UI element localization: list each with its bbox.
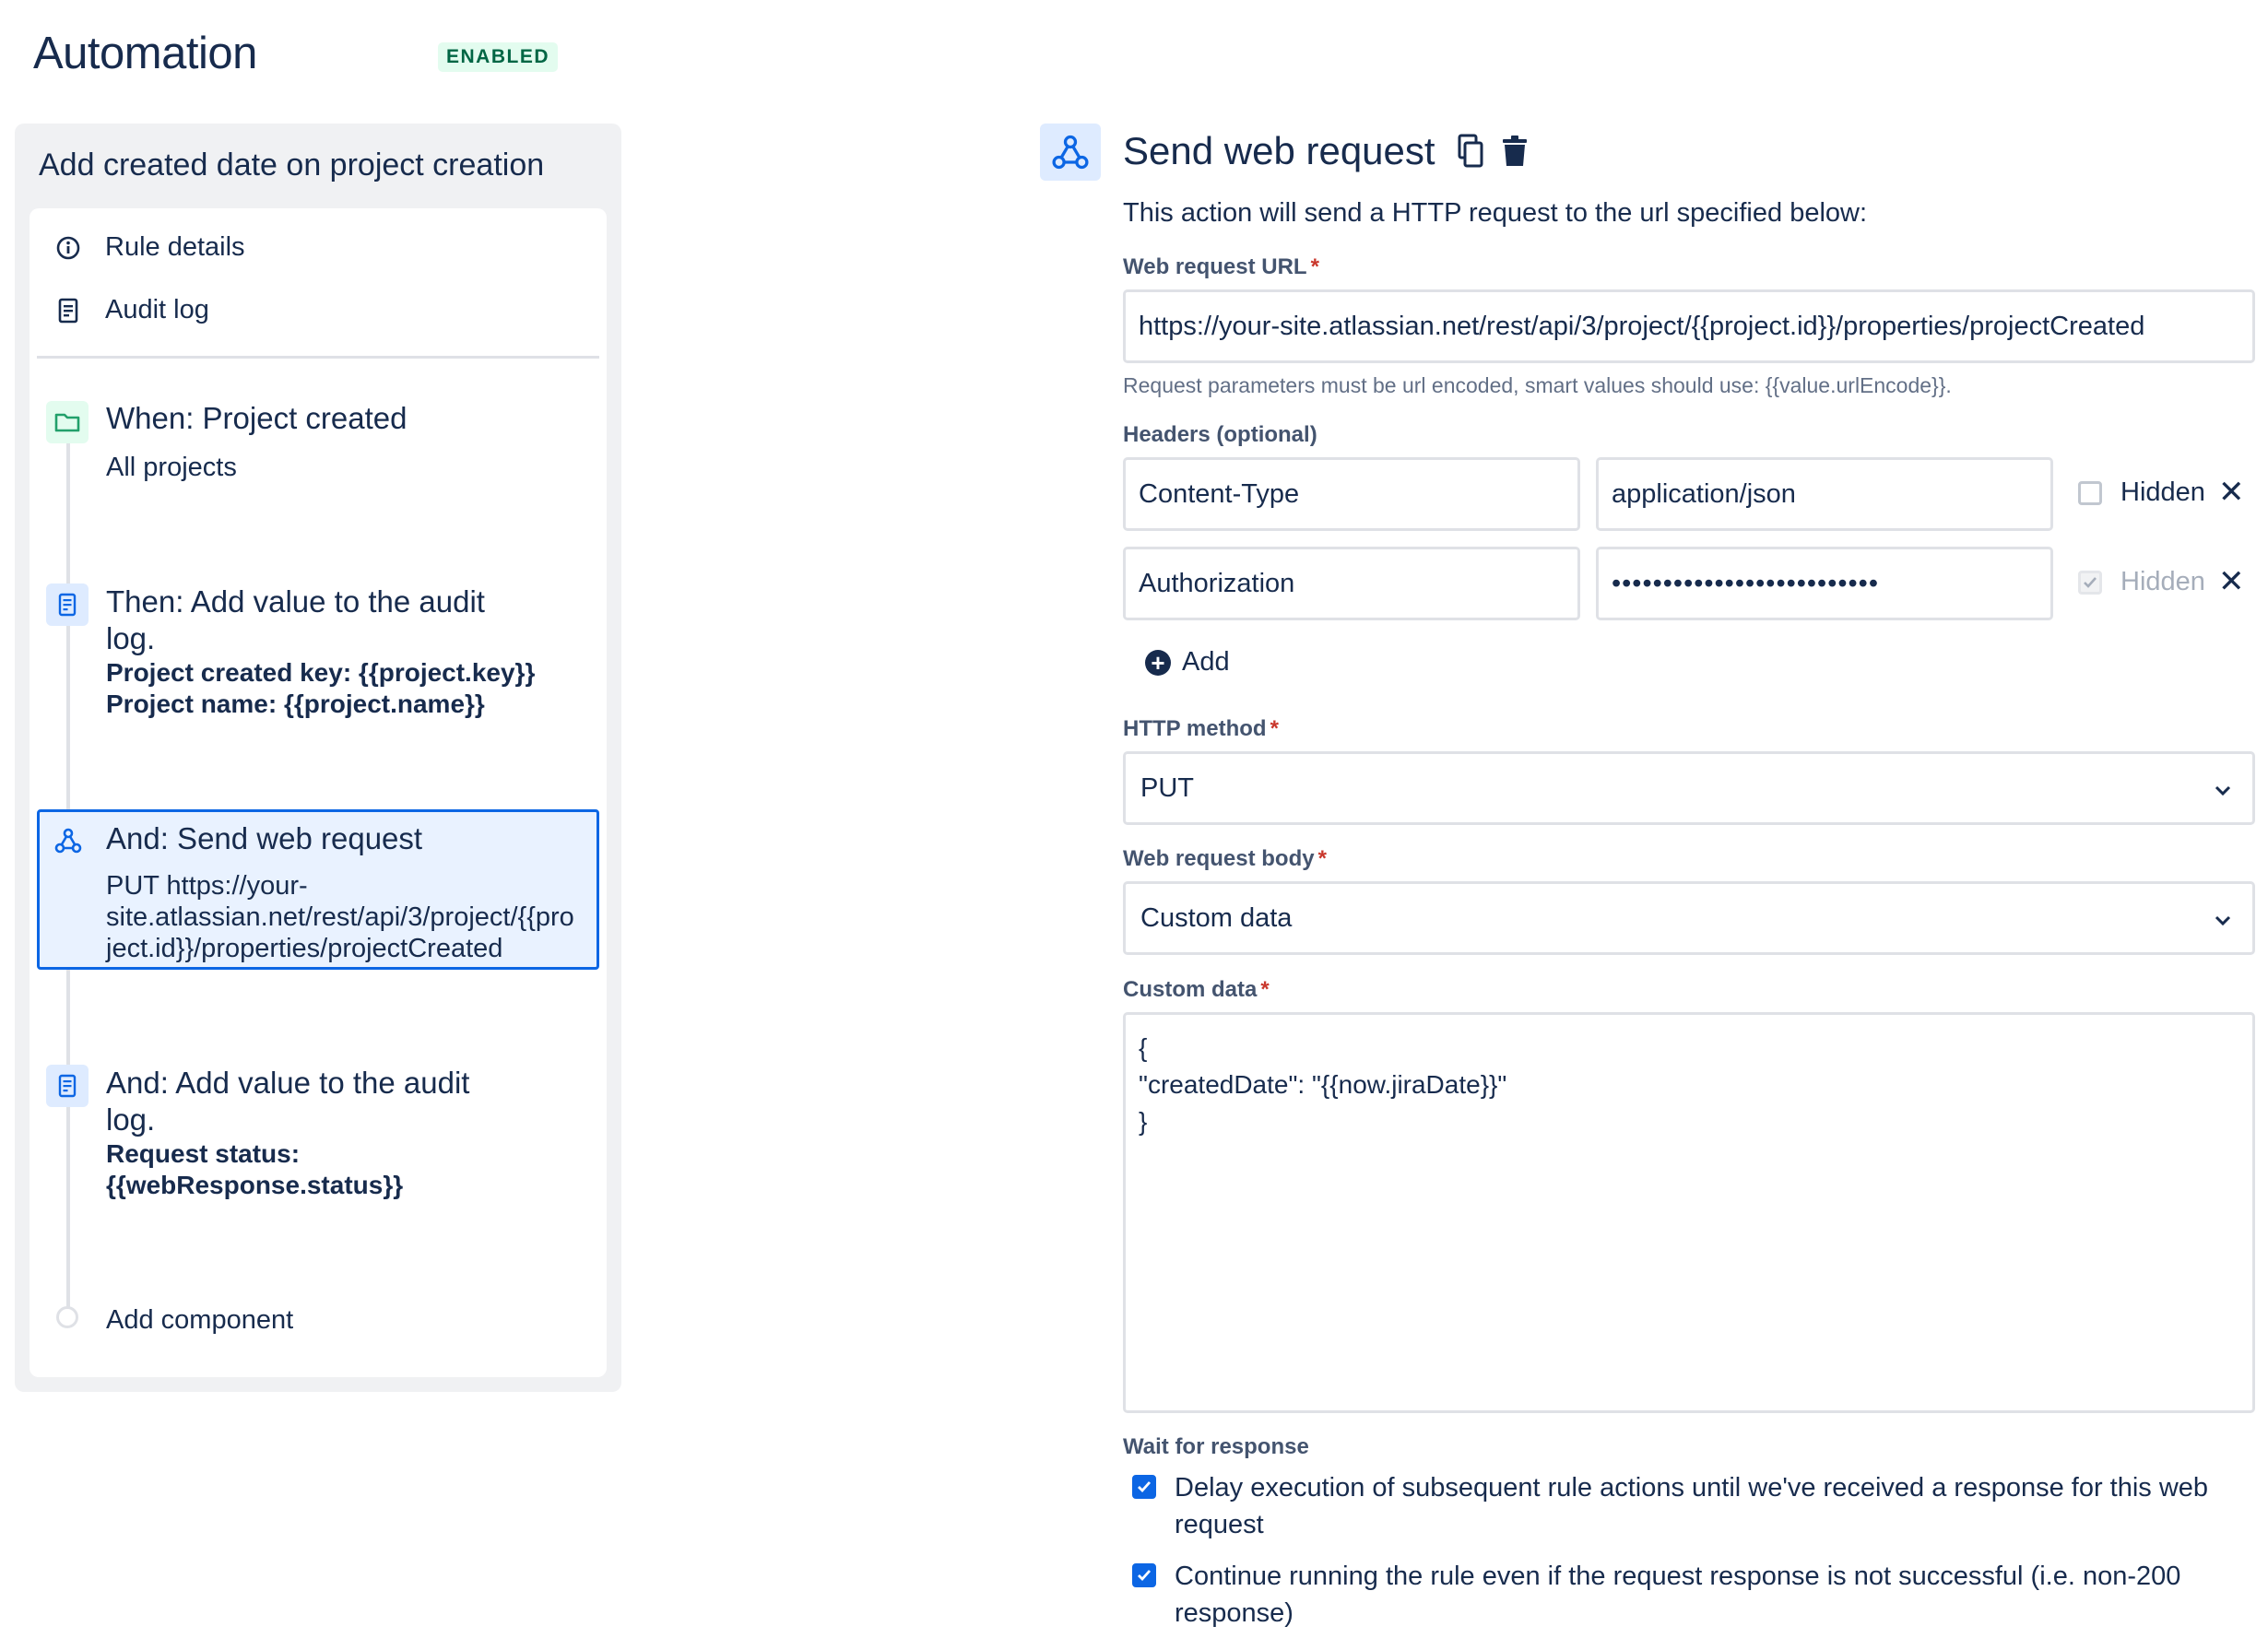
wait-label: Wait for response	[1123, 1434, 1309, 1459]
hidden-checkbox[interactable]	[2078, 477, 2205, 508]
rule-card	[30, 208, 607, 1377]
config-description: This action will send a HTTP request to the url specified below:	[1123, 198, 1868, 228]
method-label-text: HTTP method	[1123, 716, 1267, 741]
body-select[interactable]	[1123, 881, 2255, 955]
document-icon	[46, 583, 89, 626]
webhook-icon	[52, 824, 85, 857]
config-header	[1123, 129, 1533, 173]
rule-name: Add created date on project creation	[39, 147, 545, 183]
url-label	[1123, 254, 1319, 280]
info-icon	[53, 233, 83, 263]
header-value-text: application/json	[1612, 478, 1796, 509]
url-value: https://your-site.atlassian.net/rest/api/3/project/{{project.id}}/properties/projectCreated	[1139, 311, 2145, 341]
header-name-input[interactable]	[1123, 547, 1580, 620]
body-value: Custom data	[1140, 902, 1293, 933]
checkbox-checked[interactable]	[1132, 1563, 1156, 1587]
add-header-label: Add	[1182, 647, 1230, 677]
chevron-down-icon	[2214, 903, 2232, 934]
hidden-checkbox	[2078, 567, 2205, 597]
custom-data-textarea[interactable]: { "createdDate": "{{now.jiraDate}}" }	[1123, 1012, 2255, 1413]
status-action-detail-line2: {{webResponse.status}}	[106, 1171, 404, 1199]
required-asterisk: *	[1260, 977, 1270, 1002]
url-label-text: Web request URL	[1123, 254, 1307, 279]
status-badge: ENABLED	[438, 42, 558, 72]
rule-details-link[interactable]	[53, 232, 245, 263]
header-name-value: Authorization	[1139, 568, 1295, 598]
add-component-link[interactable]: Add component	[106, 1305, 294, 1335]
webhook-icon	[1040, 124, 1101, 181]
delay-execution-line1: Delay execution of subsequent rule actions until we've received a response for this web	[1175, 1473, 2209, 1503]
web-request-detail-line1: PUT https://your-	[106, 871, 308, 901]
page-title: Automation	[33, 29, 257, 78]
add-component-circle	[56, 1306, 78, 1328]
checkbox[interactable]	[2078, 481, 2102, 505]
body-label	[1123, 846, 1327, 872]
web-request-detail-line2: site.atlassian.net/rest/api/3/project/{{pro	[106, 902, 574, 932]
custom-data-label-text: Custom data	[1123, 977, 1258, 1002]
config-title: Send web request	[1123, 129, 1435, 172]
audit-action-detail-line2: Project name: {{project.name}}	[106, 689, 485, 718]
document-icon	[53, 296, 83, 325]
web-request-title[interactable]: And: Send web request	[106, 821, 423, 855]
audit-action-title-line1[interactable]: Then: Add value to the audit	[106, 584, 485, 619]
remove-header-icon[interactable]: ✕	[2218, 475, 2245, 510]
required-asterisk: *	[1317, 846, 1327, 871]
status-action-title-line2[interactable]: log.	[106, 1102, 156, 1137]
delay-execution-line2: request	[1175, 1510, 1264, 1539]
audit-log-label: Audit log	[105, 295, 209, 324]
copy-icon[interactable]	[1452, 131, 1489, 171]
delay-execution-option[interactable]	[1132, 1469, 2257, 1543]
audit-log-link[interactable]	[53, 295, 209, 325]
checkbox-checked-disabled	[2078, 571, 2102, 595]
header-name-value: Content-Type	[1139, 478, 1300, 509]
continue-running-option[interactable]	[1132, 1558, 2257, 1632]
header-name-input[interactable]	[1123, 457, 1580, 531]
folder-icon	[46, 401, 89, 443]
rule-details-label: Rule details	[105, 232, 245, 262]
web-request-detail-line3: ject.id}}/properties/projectCreated	[106, 934, 503, 963]
chevron-down-icon	[2214, 773, 2232, 804]
continue-running-label	[1175, 1558, 2180, 1632]
header-value-input[interactable]	[1596, 547, 2053, 620]
url-input[interactable]	[1123, 289, 2255, 363]
header-value-input[interactable]	[1596, 457, 2053, 531]
headers-label: Headers (optional)	[1123, 422, 1317, 447]
add-header-button[interactable]	[1145, 647, 1230, 678]
method-label	[1123, 716, 1279, 742]
hidden-label: Hidden	[2120, 567, 2205, 596]
checkbox-checked[interactable]	[1132, 1475, 1156, 1499]
url-helper-text: Request parameters must be url encoded, smart values should use: {{value.urlEncode}}.	[1123, 373, 1952, 397]
delay-execution-label	[1175, 1469, 2208, 1543]
audit-action-title-line2[interactable]: log.	[106, 621, 156, 655]
custom-data-label	[1123, 977, 1270, 1003]
status-action-detail-line1: Request status:	[106, 1139, 301, 1168]
trigger-subtitle: All projects	[106, 453, 237, 482]
audit-action-component[interactable]	[46, 583, 89, 626]
method-value: PUT	[1140, 772, 1194, 803]
continue-running-line1: Continue running the rule even if the request response is not successful (i.e. non-200	[1175, 1562, 2181, 1591]
remove-header-icon[interactable]: ✕	[2218, 564, 2245, 599]
required-asterisk: *	[1310, 254, 1319, 279]
trash-icon[interactable]	[1496, 131, 1533, 171]
plus-icon: +	[1145, 650, 1171, 676]
audit-action-detail-line1: Project created key: {{project.key}}	[106, 658, 536, 687]
divider	[37, 356, 599, 359]
continue-running-line2: response)	[1175, 1598, 1293, 1628]
status-action-component[interactable]	[46, 1065, 89, 1107]
trigger-title[interactable]: When: Project created	[106, 401, 408, 435]
document-icon	[46, 1065, 89, 1107]
body-label-text: Web request body	[1123, 846, 1315, 871]
hidden-label: Hidden	[2120, 477, 2205, 507]
header-value-masked: ••••••••••••••••••••••••••	[1612, 568, 1879, 598]
required-asterisk: *	[1270, 716, 1279, 741]
method-select[interactable]	[1123, 751, 2255, 825]
status-action-title-line1[interactable]: And: Add value to the audit	[106, 1066, 470, 1100]
trigger-component[interactable]	[46, 401, 89, 443]
